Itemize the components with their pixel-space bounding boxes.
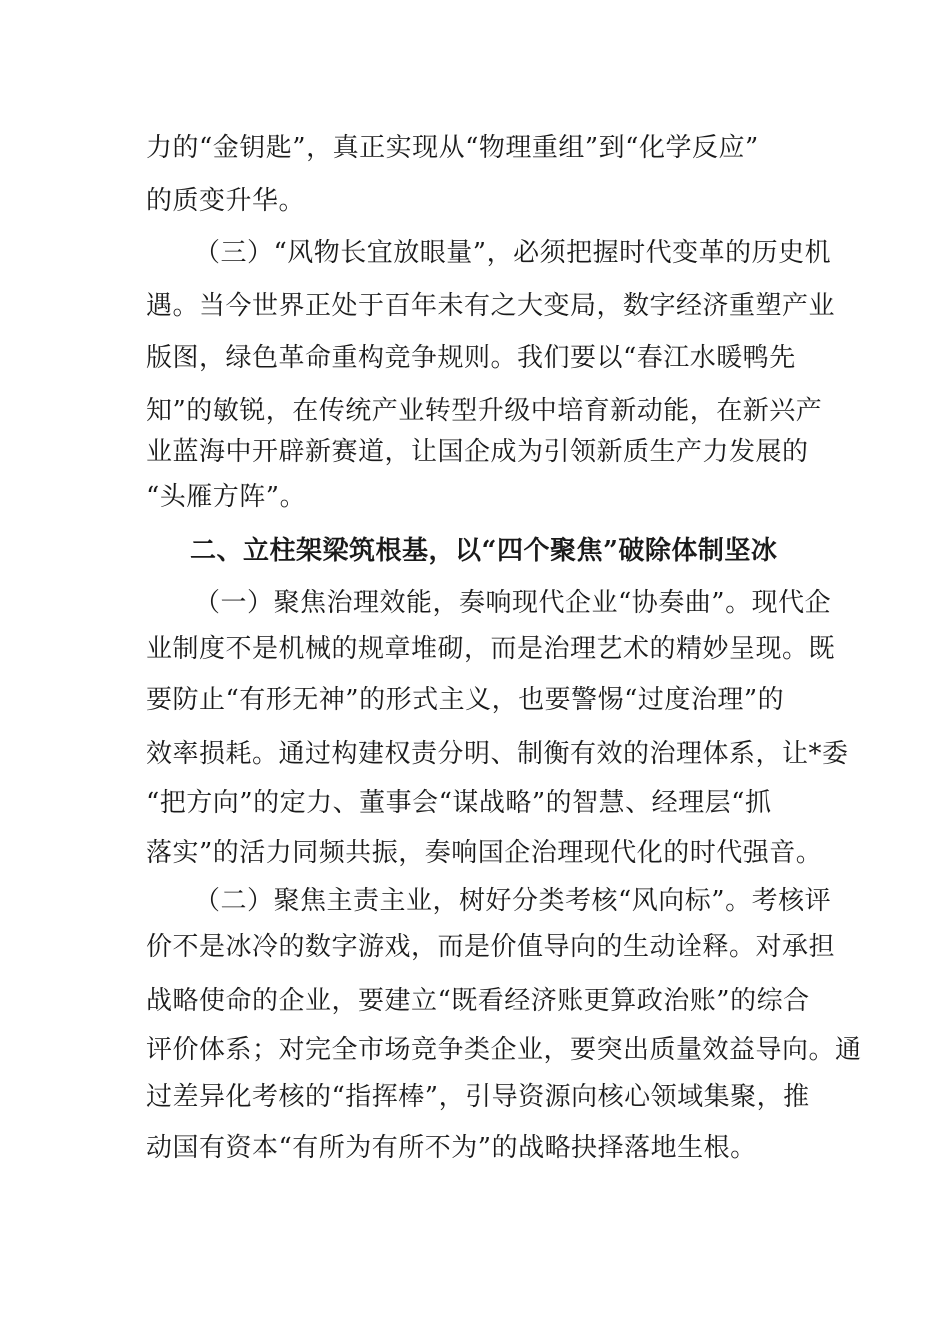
- body-text-line: “把方向”的定力、董事会“谋战略”的智慧、经理层“抓: [146, 788, 772, 818]
- body-text-line: “头雁方阵”。: [146, 482, 307, 512]
- body-text-line: 效率损耗。通过构建权责分明、制衡有效的治理体系，让*委: [146, 739, 849, 769]
- body-text-line: 力的“金钥匙”，真正实现从“物理重组”到“化学反应”: [146, 133, 759, 163]
- section-heading: 二、立柱架梁筑根基，以“四个聚焦”破除体制坚冰: [190, 536, 778, 566]
- body-text-line: 价不是冰冷的数字游戏，而是价值导向的生动诠释。对承担: [146, 932, 836, 962]
- body-text-line: 动国有资本“有所为有所不为”的战略抉择落地生根。: [146, 1133, 757, 1163]
- body-text-line: 评价体系；对完全市场竞争类企业，要突出质量效益导向。通: [146, 1035, 862, 1065]
- body-text-line: 版图，绿色革命重构竞争规则。我们要以“春江水暖鸭先: [146, 343, 796, 373]
- paragraph-first-line: （二）聚焦主责主业，树好分类考核“风向标”。考核评: [194, 886, 832, 916]
- body-text-line: 业制度不是机械的规章堆砌，而是治理艺术的精妙呈现。既: [146, 634, 836, 664]
- body-text-line: 知”的敏锐，在传统产业转型升级中培育新动能，在新兴产: [146, 396, 823, 426]
- paragraph-first-line: （三）“风物长宜放眼量”，必须把握时代变革的历史机: [194, 238, 832, 268]
- paragraph-first-line: （一）聚焦治理效能，奏响现代企业“协奏曲”。现代企: [194, 588, 832, 618]
- body-text-line: 的质变升华。: [146, 186, 306, 216]
- body-text-line: 过差异化考核的“指挥棒”，引导资源向核心领域集聚，推: [146, 1082, 810, 1112]
- body-text-line: 战略使命的企业，要建立“既看经济账更算政治账”的综合: [146, 986, 810, 1016]
- body-text-line: 遇。当今世界正处于百年未有之大变局，数字经济重塑产业: [146, 291, 836, 321]
- body-text-line: 要防止“有形无神”的形式主义，也要警惕“过度治理”的: [146, 685, 785, 715]
- body-text-line: 落实”的活力同频共振，奏响国企治理现代化的时代强音。: [146, 838, 823, 868]
- body-text-line: 业蓝海中开辟新赛道，让国企成为引领新质生产力发展的: [146, 437, 809, 467]
